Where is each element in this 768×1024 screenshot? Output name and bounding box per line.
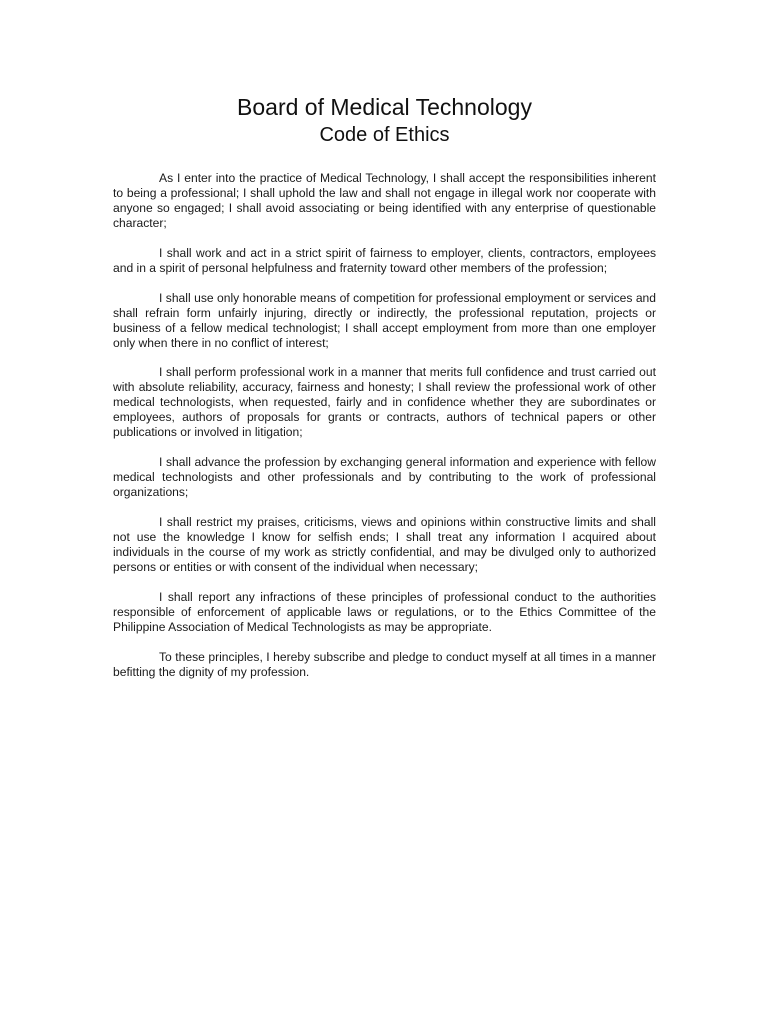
paragraph-professional-work: I shall perform professional work in a manner that merits full confidence and trust carried out with absolute reliability, accuracy, fairness and honesty; I shall review the professional work of other medical technologists, when requested, fairly and in confidence whether they are subordinates or employees, authors of proposals for grants or contracts, authors of technical papers or other publications or involved in litigation; <box>113 365 656 440</box>
paragraph-report-infractions: I shall report any infractions of these principles of professional conduct to the authorities responsible of enforcement of applicable laws or regulations, or to the Ethics Committee of the Philippine Association of Medical Technologists as may be appropriate. <box>113 589 656 634</box>
paragraph-honorable-competition: I shall use only honorable means of competition for professional employment or services and shall refrain form unfairly injuring, directly or indirectly, the professional reputation, projects or business of a fellow medical technologist; I shall accept employment from more than one employer only when there in no conflict of interest; <box>113 290 656 350</box>
paragraph-confidentiality: I shall restrict my praises, criticisms, views and opinions within constructive limits and shall not use the knowledge I know for selfish ends; I shall treat any information I acquired about individuals in the course of my work as strictly confidential, and may be divulged only to authorized persons or entities or with consent of the individual when necessary; <box>113 514 656 574</box>
document-title: Board of Medical Technology <box>237 94 532 120</box>
document-page <box>113 92 656 694</box>
paragraph-practice-responsibilities: As I enter into the practice of Medical Technology, I shall accept the responsibilities inherent to being a professional; I shall uphold the law and shall not engage in illegal work nor cooperate with anyone so engaged; I shall avoid associating or being identified with any enterprise of questionable character; <box>113 171 656 230</box>
paragraph-pledge: To these principles, I hereby subscribe and pledge to conduct myself at all times in a manner befitting the dignity of my profession. <box>113 649 656 679</box>
paragraph-fairness: I shall work and act in a strict spirit of fairness to employer, clients, contractors, employees and in a spirit of personal helpfulness and fraternity toward other members of the profession; <box>113 245 656 275</box>
paragraph-advance-profession: I shall advance the profession by exchanging general information and experience with fellow medical technologists and other professionals and by contributing to the work of professional organizations; <box>113 455 656 500</box>
document-subtitle: Code of Ethics <box>319 124 450 146</box>
